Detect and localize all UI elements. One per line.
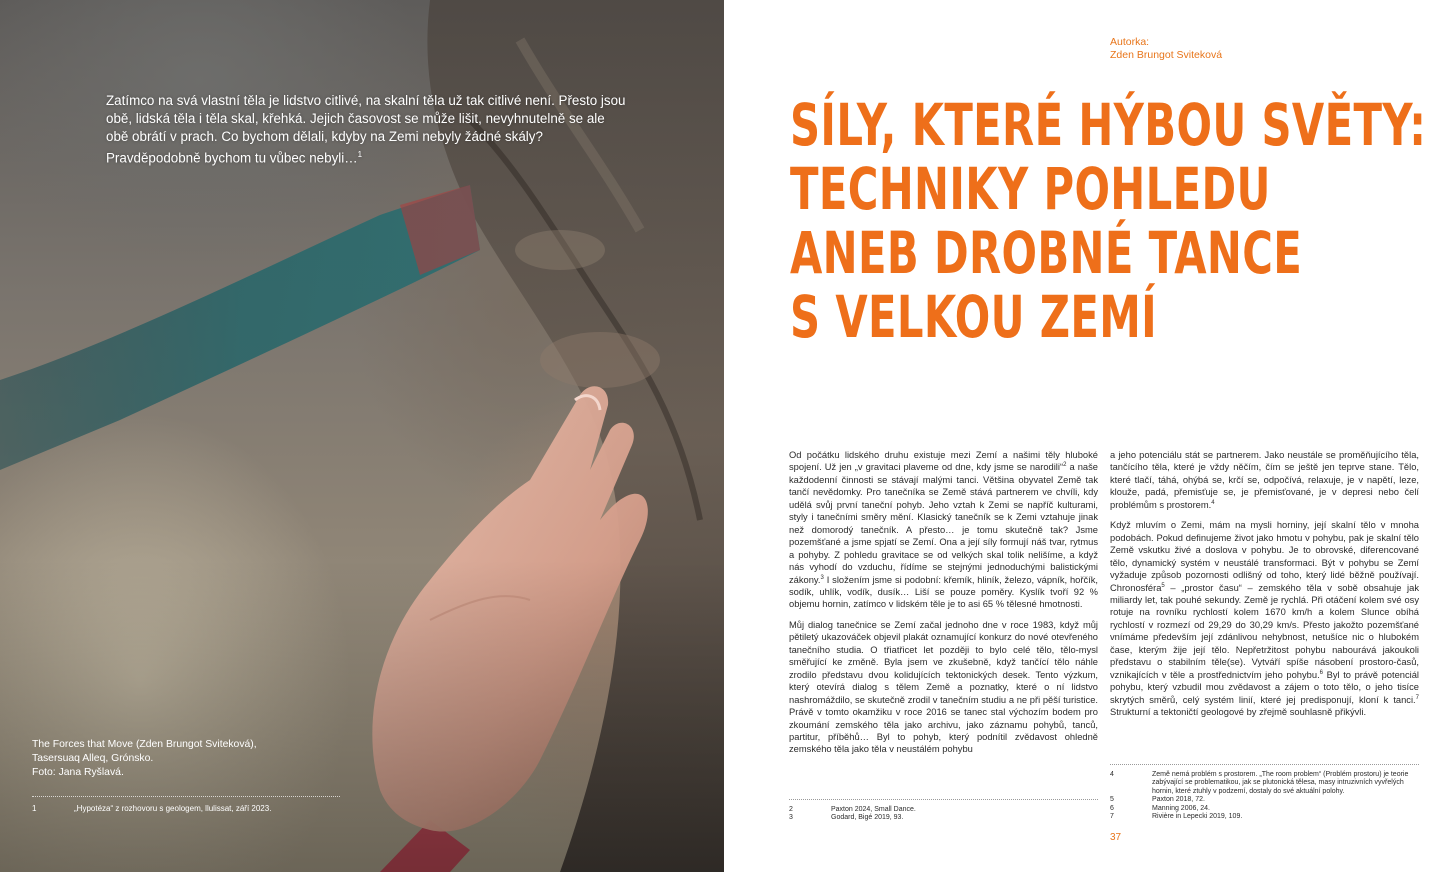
body-text: Strukturní a tektoničtí geologové by zřejmě souhlasně přikývli.: [1110, 707, 1367, 718]
footnote-number: 3: [789, 814, 793, 822]
photo-hand-on-rock: [0, 0, 724, 872]
body-text: a naše každodenní činnosti se stávají malými tanci. Většina obyvatel Země tak tančí nevědomky. Pro tanečníka se Země stává partnerem ve chvíli, kdy udělá svůj první taneční pohyb. Jeho vztah k Zemi se napříč kulturami, styly i tanečními směry mění. Klasický tanečník se k Zemi vztahuje jinak než domorodý tanečník. A přesto… je tomu skutečně tak? Jsme pozemšťané a jsme spjatí se Zemí. Ona a její síly formují náš tvar, rytmus a pohyby. Z pohledu gravitace se od velkých skal tolik nelišíme, a když nás vyhodí do vzduchu, řídíme se stejnými jednoduchými balistickými zákony.: [789, 462, 1098, 585]
title-line: TECHNIKY POHLEDU: [790, 155, 1271, 223]
page-number: 37: [1110, 832, 1122, 843]
title-line: SÍLY, KTERÉ HÝBOU SVĚTY:: [790, 91, 1427, 159]
caption-line: Tasersuaq Alleq, Grónsko.: [32, 753, 154, 764]
footnote-number: 6: [1110, 804, 1114, 812]
footnote-divider: [789, 799, 1098, 800]
footnote-number: 2: [789, 806, 793, 813]
body-column-2: [1110, 449, 1419, 727]
caption-line: Foto: Jana Ryšlavá.: [32, 767, 124, 778]
footnote-text: Paxton 2024, Small Dance.: [831, 806, 916, 813]
footnote-3: [789, 814, 1098, 822]
footnote-ref: 7: [1415, 694, 1419, 701]
footnote-divider: [1110, 764, 1419, 765]
footnote-number: 5: [1110, 796, 1114, 804]
body-paragraph: [1110, 519, 1419, 718]
caption-line: The Forces that Move (Zden Brungot Sviteková),: [32, 739, 257, 750]
footnote-ref: 2: [1063, 462, 1067, 469]
body-paragraph: [1110, 449, 1419, 511]
footnote-text: Rivière in Lepecki 2019, 109.: [1152, 813, 1243, 821]
title-line: ANEB DROBNÉ TANCE: [790, 219, 1303, 287]
body-text: Od počátku lidského druhu existuje mezi Zemí a našimi těly hluboké spojení. Už jen „v gravitaci plaveme od dne, kdy jsme se narodili“: [789, 450, 1098, 473]
footnote-ref: 3: [820, 574, 824, 581]
footnote-number: 1: [32, 804, 37, 813]
footnote-text: Manning 2006, 24.: [1152, 804, 1210, 812]
article-title: [790, 91, 1427, 351]
footnote-2: [789, 806, 1098, 814]
photo-caption: [32, 738, 257, 780]
footnote-4: [1110, 771, 1419, 796]
footnote-divider: [32, 796, 340, 797]
footnote-1: [32, 804, 271, 813]
footnote-ref: 6: [1319, 669, 1324, 676]
footnote-5: [1110, 796, 1419, 804]
footnotes-right-column: [1110, 771, 1419, 821]
title-line: S VELKOU ZEMÍ: [790, 283, 1158, 351]
pull-quote-footnote-ref: 1: [357, 150, 363, 159]
body-paragraph: Můj dialog tanečnice se Zemí začal jednoho dne v roce 1983, když můj pětiletý ukazováček objevil plakát oznamující konkurz do nové otevřeného tanečního studia. O třiatřicet let později to bylo celé tělo, tělo-mysl směřující ke změně. Byla jsem ve zkušebně, když tančící tělo náhle zrodilo představu dvou kolidujících tektonických desek. Tento výzkum, který otevírá dialog s tělem Země a poznatky, které o ní lidstvo nashromáždilo, se skutečně zrodil v tanečním studiu a ne při pěší turistice. Právě v tomto okamžiku v roce 2016 se tanec stal výchozím bodem pro zkoumání zemského těla jako archivu, jako záznamu pohybů, tanců, partitur, příběhů… Byl to pohyb, který podnítil zvědavost ohledně zemského těla jako těla v neustálém pohybu: [789, 619, 1098, 755]
body-text: a jeho potenciálu stát se partnerem. Jako neustále se proměňujícího těla, tančícího těla, které je vždy něčím, čím se ještě jen teprve stane. Tělo, které tlačí, táhá, ohýbá se, krčí se, odpočívá, relaxuje, je v napětí, leze, klouže, padá, přemisťuje se, je přemisťované, je v depresi nebo čelí problémům s prostorem.: [1110, 450, 1419, 510]
body-column-1: [789, 449, 1098, 764]
footnote-7: [1110, 813, 1419, 821]
body-paragraph: [789, 449, 1098, 611]
author-name: Zden Brungot Sviteková: [1110, 49, 1223, 61]
author-label: Autorka:: [1110, 36, 1150, 48]
footnote-6: [1110, 805, 1419, 813]
footnote-number: 7: [1110, 813, 1114, 821]
footnote-text: Godard, Bigé 2019, 93.: [831, 814, 904, 822]
footnote-number: 4: [1110, 771, 1114, 778]
body-text: I složením jsme si podobní: křemík, hliník, železo, vápník, hořčík, sodík, uhlík, vodík, dusík… Liší se pouze poměry. Kyslík tvoří 92 % objemu hornin, zatímco v lidském těle je to asi 65 % tělesné hmotnosti.: [789, 574, 1098, 610]
body-text: Byl to právě potenciál pohybu, který vzbudil mou zvědavost a zájem o toto tělo, o jeho tisíce skrytých směrů, celý systém linií, které jej predisponují, kloní k tanci.: [1110, 669, 1419, 705]
footnote-text: Paxton 2018, 72.: [1152, 796, 1205, 804]
footnote-text: Země nemá problém s prostorem. „The room problem“ (Problém prostoru) je teorie zabývající se problematikou, jak se plutonická tělesa, masy intruzivních vyvřelých hornin, které ztuhly v podzemí, dostaly do své aktuální polohy.: [1152, 771, 1409, 795]
footnote-ref: 4: [1211, 499, 1215, 506]
pull-quote-text: Zatímco na svá vlastní těla je lidstvo citlivé, na skalní těla už tak citlivé není. Přesto jsou obě, lidská těla i těla skal, křehká. Jejich časovost se může lišit, nevyhnutelně se ale obě obrátí v prach. Co bychom dělali, kdyby na Zemi nebyly žádné skály? Pravděpodobně bychom tu vůbec nebyli…: [106, 93, 626, 166]
pull-quote: [106, 92, 626, 167]
footnotes-left-column: [789, 806, 1098, 823]
body-text: – „prostor času“ – zemského těla v sobě obsahuje jak miliardy let, tak pouhé sekundy. Země je rychlá. Při otáčení kolem své osy rotuje na rovníku rychlostí kolem 1670 km/h a kolem Slunce obíhá rychlostí v rozmezí od 29,29 do 30,29 km/s. Přesto jakožto pozemšťané vnímáme především její zdánlivou nehybnost, netušíce nic o hlubokém čase, kterým žije její tělo. Nepřetržitost pohybu nabourává jakoukoli představu o stabilním těle(se). Vytváří spíše násobení prostoro-časů, vznikajících v těle a prostřednictvím jeho pohybu.: [1110, 582, 1419, 680]
footnote-ref: 5: [1161, 582, 1165, 589]
body-text: Když mluvím o Zemi, mám na mysli horniny, její skalní tělo v mnoha podobách. Pokud definujeme život jako hmotu v pohybu, pak je skalní tělo Země vskutku živé a doslova v pohybu. Je to obrovské, diferencované tělo, dynamický systém v neustálé transformaci. Být v pohybu se Zemí vyžaduje způsob pozornosti odlišný od toho, který lidé běžně používají. Chronosféra: [1110, 520, 1419, 593]
footnote-text: „Hypotéza“ z rozhovoru s geologem, llulissat, září 2023.: [74, 804, 272, 813]
